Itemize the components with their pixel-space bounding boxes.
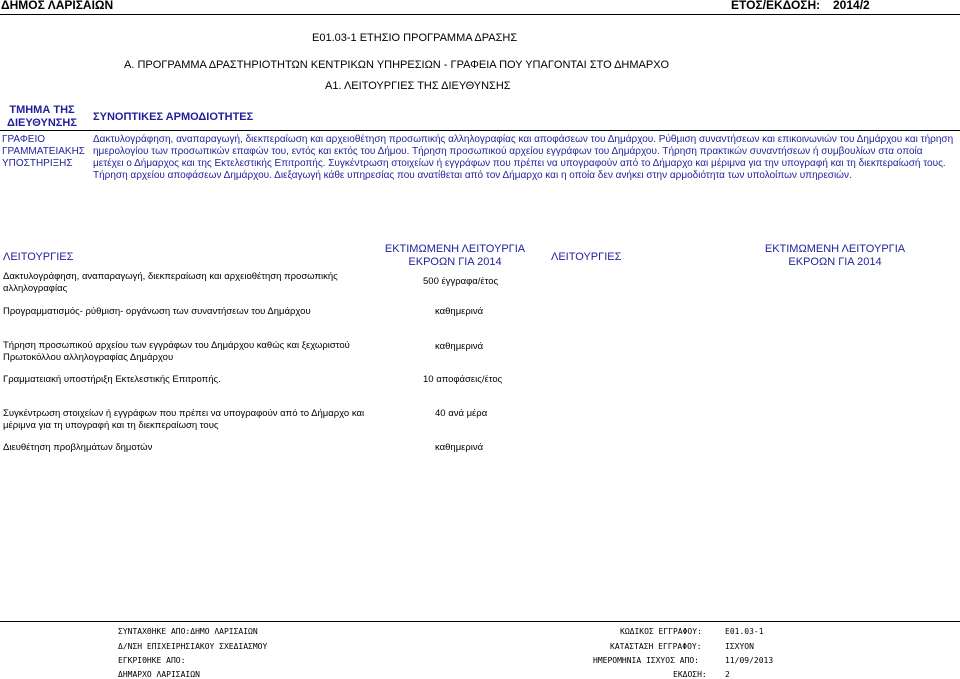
row-function: Προγραμματισμός- ρύθμιση- οργάνωση των συναντήσεων του Δημάρχου bbox=[3, 306, 311, 317]
header-divider bbox=[0, 14, 960, 15]
row-output: 500 έγγραφα/έτος bbox=[423, 276, 499, 287]
footer-mayor: ΔΗΜΑΡΧΟ ΛΑΡΙΣΑΙΩΝ bbox=[118, 670, 200, 679]
col-header-output: ΕΚΤΙΜΩΜΕΝΗ ΛΕΙΤΟΥΡΓΙΑ ΕΚΡΟΩΝ ΓΙΑ 2014 bbox=[384, 243, 526, 268]
footer-status-value: ΙΣΧΥΟΝ bbox=[725, 642, 754, 651]
footer-status-label: ΚΑΤΑΣΤΑΣΗ ΕΓΓΡΑΦΟΥ: bbox=[610, 642, 702, 651]
municipality-title: ΔΗΜΟΣ ΛΑΡΙΣΑΙΩΝ bbox=[1, 0, 114, 12]
footer-date-label: ΗΜΕΡΟΜΗΝΙΑ ΙΣΧΥΟΣ ΑΠΟ: bbox=[593, 656, 699, 665]
row-output: καθημερινά bbox=[435, 442, 484, 453]
col-header-functions: ΛΕΙΤΟΥΡΓΙΕΣ bbox=[3, 251, 74, 263]
department-name: ΓΡΑΦΕΙΟ ΓΡΑΜΜΑΤΕΙΑΚΗΣ ΥΠΟΣΤΗΡΙΞΗΣ bbox=[2, 134, 85, 169]
col-header-functions-2: ΛΕΙΤΟΥΡΓΙΕΣ bbox=[551, 251, 622, 263]
footer-divider bbox=[0, 621, 960, 622]
year-label: ΕΤΟΣ/ΕΚΔΟΣΗ: bbox=[731, 0, 821, 12]
row-output: 40 ανά μέρα bbox=[435, 408, 488, 419]
year-value: 2014/2 bbox=[833, 0, 870, 12]
responsibilities-text: Δακτυλογράφηση, αναπαραγωγή, διεκπεραίωση και αρχειοθέτηση προσωπικής αλληλογραφίας και αποφάσεων του Δημάρχου. Ρύθμιση συναντήσεων και επικοινωνιών του Δημάρχου και τήρηση ημερολογίου των προσωπικών επαφών του, εντός και εκτός του Δήμου. Τήρηση προσωπικού αρχείου εγγράφων του Δημάρχου. Τήρηση πρακτικών συναντήσεων ή συμβουλίων στα οποία μετέχει ο Δήμαρχος και της Εκτελεστικής Επιτροπής. Συγκέντρωση στοιχείων ή εγγράφων που πρέπει να υπογραφούν από το Δήμαρχο και μέριμνα για την υπογραφή και τη διεκπεραίωσή τους. Τήρηση αρχείου αποφάσεων Δημάρχου. Διεξαγωγή κάθε υπηρεσίας που ανατίθεται από τον Δήμαρχο και η οποία δεν ανήκει στην αρμοδιότητα των υπολοίπων υπηρεσιών. bbox=[93, 134, 954, 181]
row-output: 10 αποφάσεις/έτος bbox=[423, 374, 503, 385]
col-header-output-2: ΕΚΤΙΜΩΜΕΝΗ ΛΕΙΤΟΥΡΓΙΑ ΕΚΡΟΩΝ ΓΙΑ 2014 bbox=[764, 243, 906, 268]
footer-code-value: Ε01.03-1 bbox=[725, 627, 764, 636]
footer-code-label: ΚΩΔΙΚΟΣ ΕΓΓΡΑΦΟΥ: bbox=[620, 627, 702, 636]
row-function: Τήρηση προσωπικού αρχείου των εγγράφων του Δημάρχου καθώς και ξεχωριστού Πρωτοκόλλου αλληλογραφίας Δημάρχου bbox=[3, 340, 350, 363]
footer-edition-value: 2 bbox=[725, 670, 730, 679]
row-output: καθημερινά bbox=[435, 341, 484, 352]
row-function: Δακτυλογράφηση, αναπαραγωγή, διεκπεραίωση και αρχειοθέτηση προσωπικής αλληλογραφίας bbox=[3, 271, 338, 294]
row-output: καθημερινά bbox=[435, 306, 484, 317]
section-a-title: Α. ΠΡΟΓΡΑΜΜΑ ΔΡΑΣΤΗΡΙΟΤΗΤΩΝ ΚΕΝΤΡΙΚΩΝ ΥΠΗΡΕΣΙΩΝ - ΓΡΑΦΕΙΑ ΠΟΥ ΥΠΑΓΟΝΤΑΙ ΣΤΟ ΔΗΜΑΡΧΟ bbox=[124, 59, 670, 71]
row-function: Γραμματειακή υποστήριξη Εκτελεστικής Επιτροπής. bbox=[3, 374, 221, 385]
row-function: Διευθέτηση προβλημάτων δημοτών bbox=[3, 442, 153, 453]
program-title: Ε01.03-1 ΕΤΗΣΙΟ ΠΡΟΓΡΑΜΜΑ ΔΡΑΣΗΣ bbox=[312, 32, 518, 44]
section-a1-title: Α1. ΛΕΙΤΟΥΡΓΙΕΣ ΤΗΣ ΔΙΕΥΘΥΝΣΗΣ bbox=[325, 80, 511, 92]
footer-composed-by: ΣΥΝΤΑΧΘΗΚΕ ΑΠΟ:ΔΗΜΟ ΛΑΡΙΣΑΙΩΝ bbox=[118, 627, 258, 636]
footer-edition-label: ΕΚΔΟΣΗ: bbox=[673, 670, 707, 679]
department-heading: ΤΜΗΜΑ ΤΗΣ ΔΙΕΥΘΥΝΣΗΣ bbox=[7, 104, 77, 129]
footer-approved-by: ΕΓΚΡΙΘΗΚΕ ΑΠΟ: bbox=[118, 656, 186, 665]
row-function: Συγκέντρωση στοιχείων ή εγγράφων που πρέπει να υπογραφούν από το Δήμαρχο και μέριμνα για τη υπογραφή και τη διεκπεραίωση τους bbox=[3, 408, 365, 431]
section-divider bbox=[0, 130, 960, 131]
footer-directorate: Δ/ΝΣΗ ΕΠΙΧΕΙΡΗΣΙΑΚΟΥ ΣΧΕΔΙΑΣΜΟΥ bbox=[118, 642, 268, 651]
footer-date-value: 11/09/2013 bbox=[725, 656, 774, 665]
responsibilities-heading: ΣΥΝΟΠΤΙΚΕΣ ΑΡΜΟΔΙΟΤΗΤΕΣ bbox=[93, 111, 254, 123]
